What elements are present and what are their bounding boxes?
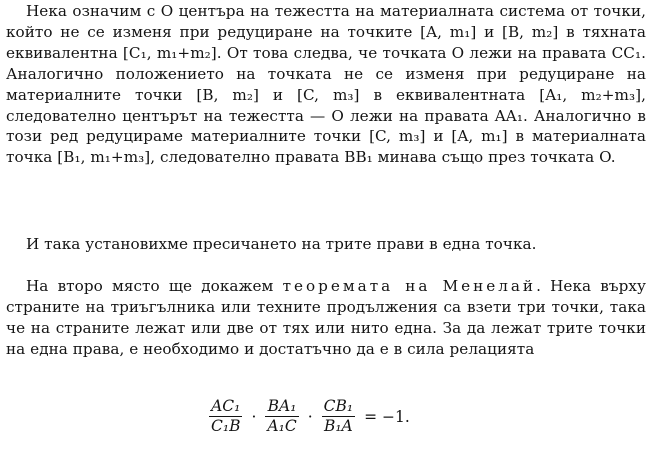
- paragraph-center-of-gravity: [6, 1, 646, 168]
- fraction-ac1-c1b: [209, 398, 242, 435]
- multiplication-dot: ·: [307, 407, 313, 426]
- fraction-numerator: AC₁: [211, 397, 241, 415]
- paragraph-text: Нека означим с O центъра на тежестта на материалната система от точки, който не се изменя при редуциране на точките [A, m₁] и [B, m₂] в тяхната еквивалентна [C₁, m₁+m₂]. От това следва, че точката O лежи на правата CC₁. Аналогично положението на точката не се изменя при редуциране на материалните точки [B, m₂] и [C, m₃] в еквивалентната [A₁, m₂+m₃], следователно центърът на тежестта — O лежи на правата AA₁. Аналогично в този ред редуцираме материалните точки [C, m₃] и [A, m₁] в материалната точка [B₁, m₁+m₃], следователно правата BB₁ минава също през точката O.: [6, 2, 646, 167]
- menelaus-relation-formula: [206, 398, 416, 435]
- paragraph-conclusion: [6, 234, 646, 255]
- fraction-denominator: B₁A: [323, 417, 353, 435]
- fraction-ba1-a1c: [265, 398, 298, 435]
- paragraph-lead-text: На второ място ще докажем: [26, 277, 283, 295]
- fraction-numerator: CB₁: [323, 397, 354, 415]
- paragraph-menelaus-theorem: [6, 276, 646, 360]
- fraction-cb1-b1a: [322, 398, 355, 435]
- paragraph-text: И така установихме пресичането на трите прави в една точка.: [26, 235, 537, 253]
- multiplication-dot: ·: [251, 407, 257, 426]
- fraction-denominator: C₁B: [211, 417, 241, 435]
- fraction-denominator: A₁C: [267, 417, 297, 435]
- paragraph-text-container: [6, 276, 646, 360]
- fraction-numerator: BA₁: [267, 397, 297, 415]
- paragraph-rest-text: . Нека върху страните на триъгълника или техните продължения са взети три точки, така че на страните лежат или две от тях или нито една. За да лежат трите точки на една права, е необходимо и достатъчно да е в сила релацията: [6, 277, 646, 358]
- formula-right-hand-side: = −1.: [364, 407, 410, 426]
- theorem-name-spaced: теоремата на Менелай: [282, 277, 537, 295]
